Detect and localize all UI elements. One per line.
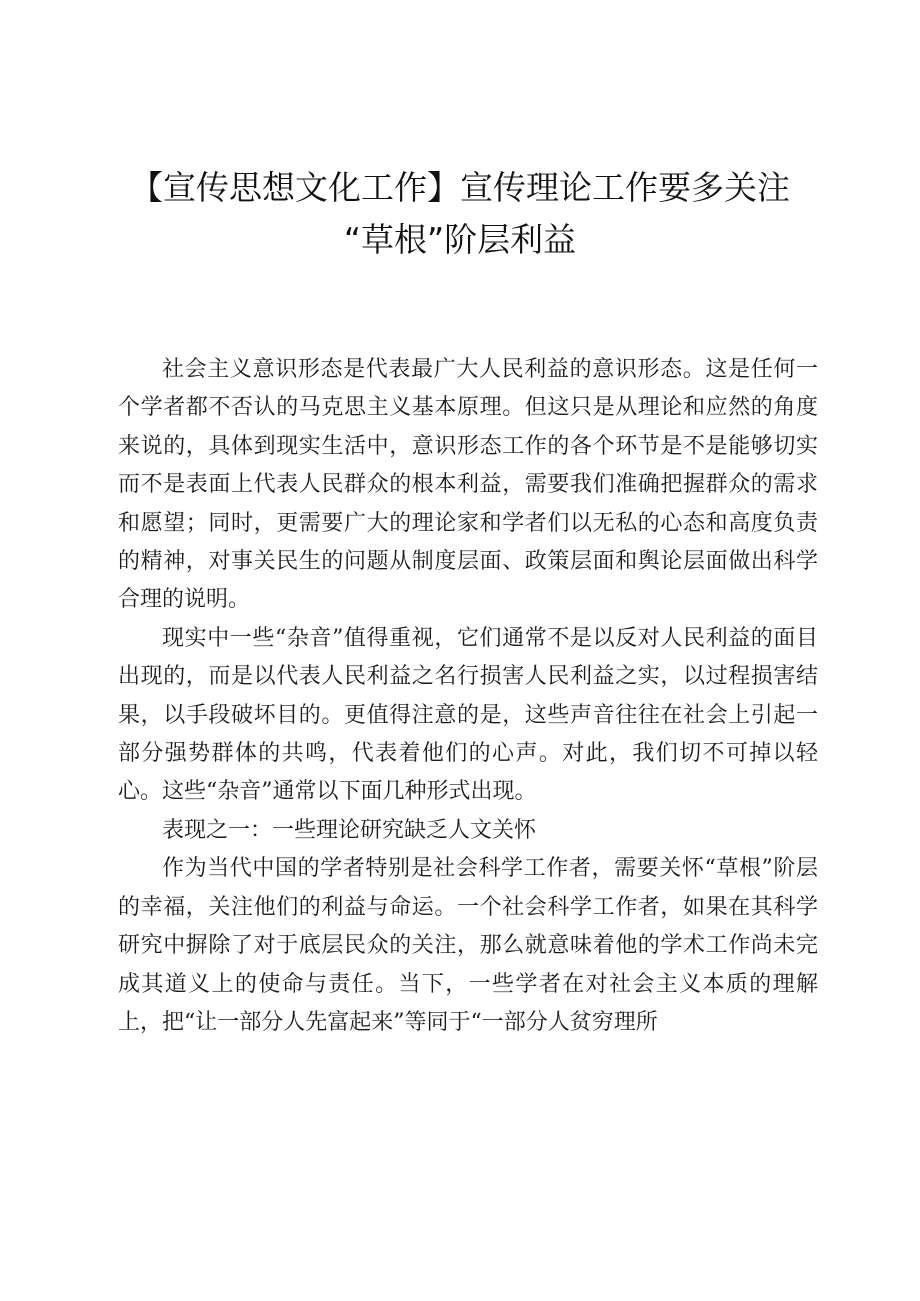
paragraph-noise: 现实中一些“杂音”值得重视，它们通常不是以反对人民利益的面目出现的，而是以代表人民利益之名行损害人民利益之实，以过程损害结果，以手段破坏目的。更值得注意的是，这些声音往往在社会上引起一部分强势群体的共鸣，代表着他们的心声。对此，我们切不可掉以轻心。这些“杂音”通常以下面几种形式出现。 bbox=[118, 625, 818, 805]
title-line-1: 【宣传思想文化工作】宣传理论工作要多关注 bbox=[130, 168, 790, 207]
document-body bbox=[118, 351, 818, 1042]
paragraph-scholars: 作为当代中国的学者特别是社会科学工作者，需要关怀“草根”阶层的幸福，关注他们的利益与命运。一个社会科学工作者，如果在其科学研究中摒除了对于底层民众的关注，那么就意味着他的学术工作尚未完成其道义上的使命与责任。当下，一些学者在对社会主义本质的理解上，把“让一部分人先富起来”等同于“一部分人贫穷理所 bbox=[118, 856, 818, 1035]
title-line-2: “草根”阶层利益 bbox=[343, 220, 577, 259]
paragraph-intro: 社会主义意识形态是代表最广大人民利益的意识形态。这是任何一个学者都不否认的马克思主义基本原理。但这只是从理论和应然的角度来说的，具体到现实生活中，意识形态工作的各个环节是不是能够切实而不是表面上代表人民群众的根本利益，需要我们准确把握群众的需求和愿望；同时，更需要广大的理论家和学者们以无私的心态和高度负责的精神，对事关民生的问题从制度层面、政策层面和舆论层面做出科学合理的说明。 bbox=[118, 357, 818, 613]
document-title bbox=[100, 162, 820, 266]
section-heading: 表现之一：一些理论研究缺乏人文关怀 bbox=[162, 817, 537, 843]
